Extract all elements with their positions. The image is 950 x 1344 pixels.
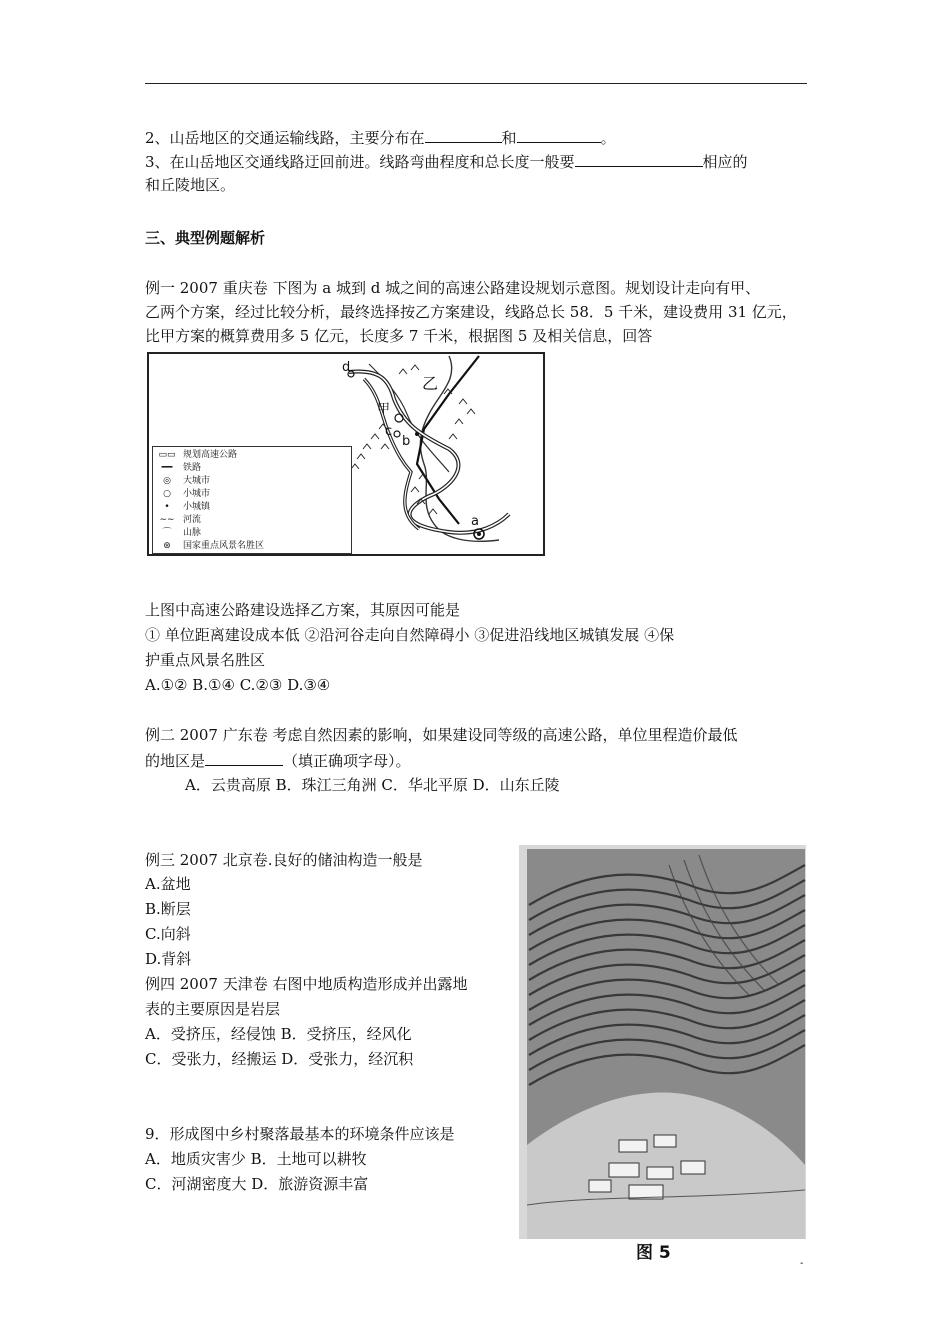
legend-symbol: ◎ xyxy=(163,476,171,486)
legend-item xyxy=(157,501,210,513)
example-3-option: A.盆地 xyxy=(145,875,191,893)
example-2-text: 的地区是 xyxy=(145,752,206,770)
example-3-option: B.断层 xyxy=(145,900,191,918)
legend-label: 大城市 xyxy=(183,476,211,486)
legend-label: 规划高速公路 xyxy=(183,450,238,460)
figure-caption: 图 5 xyxy=(636,1243,671,1263)
question-9-options: C．河湖密度大 D．旅游资源丰富 xyxy=(145,1175,369,1193)
example-1-line: 乙两个方案，经过比较分析，最终选择按乙方案建设，线路总长 58．5 千米，建设费用 31 亿元， xyxy=(145,303,797,321)
legend-item xyxy=(157,475,210,487)
page-mark: - xyxy=(800,1258,804,1269)
legend-item xyxy=(157,527,201,539)
example-2-line xyxy=(145,749,411,772)
photo-drawing xyxy=(519,845,806,1255)
answer-blank[interactable] xyxy=(205,749,283,766)
example-1-question: 上图中高速公路建设选择乙方案，其原因可能是 xyxy=(145,601,461,619)
map-label-d: d xyxy=(342,360,351,375)
question-9-title: 9．形成图中乡村聚落最基本的环境条件应该是 xyxy=(145,1125,455,1143)
example-2-text: （填正确项字母）。 xyxy=(283,752,411,770)
map-label-c: c xyxy=(385,424,393,439)
section-title: 三、典型例题解析 xyxy=(145,229,266,247)
legend-symbol: ∼∼ xyxy=(159,515,175,525)
map-legend xyxy=(152,446,352,554)
example-4-options: C．受张力，经搬运 D．受张力，经沉积 xyxy=(145,1050,414,1068)
legend-label: 铁路 xyxy=(183,463,202,473)
example-1-line: 例一 2007 重庆卷 下图为 a 城到 d 城之间的高速公路建设规划示意图。规划设计走向有甲、 xyxy=(145,279,761,297)
map-label-a: a xyxy=(471,514,479,529)
example-4-line: 表的主要原因是岩层 xyxy=(145,1000,281,1018)
legend-symbol: ⊛ xyxy=(163,541,171,551)
legend-symbol: ○ xyxy=(163,489,171,499)
example-3-option: D.背斜 xyxy=(145,950,192,968)
q2-text: 。 xyxy=(600,129,616,147)
legend-label: 国家重点风景名胜区 xyxy=(183,541,265,551)
legend-item xyxy=(157,540,264,552)
legend-symbol: ⌒ xyxy=(162,528,172,538)
example-3-option: C.向斜 xyxy=(145,925,191,943)
map-label-yi: 乙 xyxy=(422,374,439,393)
example-4-options: A．受挤压，经侵蚀 B．受挤压，经风化 xyxy=(145,1025,412,1043)
legend-item xyxy=(157,488,210,500)
example-1-options: ① 单位距离建设成本低 ②沿河谷走向自然障碍小 ③促进沿线地区城镇发展 ④保 xyxy=(145,626,675,644)
answer-blank[interactable] xyxy=(575,150,703,167)
example-2-line: 例二 2007 广东卷 考虑自然因素的影响，如果建设同等级的高速公路，单位里程造价最低 xyxy=(145,726,738,744)
highway-plan-map xyxy=(147,352,545,556)
legend-symbol: • xyxy=(164,502,170,512)
map-label-jia: 甲 xyxy=(377,402,391,417)
legend-item xyxy=(157,514,201,526)
question-3 xyxy=(145,150,748,173)
legend-label: 小城镇 xyxy=(183,502,211,512)
example-1-options: 护重点风景名胜区 xyxy=(145,651,266,669)
legend-label: 山脉 xyxy=(183,528,202,538)
answer-blank[interactable] xyxy=(425,126,502,143)
q3-text: 相应的 xyxy=(702,153,748,171)
example-3-title: 例三 2007 北京卷.良好的储油构造一般是 xyxy=(145,851,423,869)
question-3-cont: 和丘陵地区。 xyxy=(145,176,236,194)
example-4-line: 例四 2007 天津卷 右图中地质构造形成并出露地 xyxy=(145,975,468,993)
q2-text: 2、山岳地区的交通运输线路，主要分布在 xyxy=(145,129,425,147)
example-1-line: 比甲方案的概算费用多 5 亿元，长度多 7 千米，根据图 5 及相关信息，回答 xyxy=(145,327,653,345)
q2-text: 和 xyxy=(501,129,517,147)
map-label-b: b xyxy=(402,434,411,449)
answer-blank[interactable] xyxy=(517,126,601,143)
legend-item xyxy=(157,449,237,461)
legend-label: 河流 xyxy=(183,515,202,525)
legend-label: 小城市 xyxy=(183,489,211,499)
legend-symbol: ▭▭ xyxy=(158,450,176,460)
question-9-options: A．地质灾害少 B．土地可以耕牧 xyxy=(145,1150,367,1168)
question-2 xyxy=(145,126,616,149)
legend-item xyxy=(157,462,201,474)
folded-strata-photo xyxy=(519,845,806,1255)
q3-text: 3、在山岳地区交通线路迂回前进。线路弯曲程度和总长度一般要 xyxy=(145,153,575,171)
header-rule xyxy=(145,83,807,84)
example-1-answers: A.①② B.①④ C.②③ D.③④ xyxy=(145,676,331,694)
example-2-options: A．云贵高原 B．珠江三角洲 C．华北平原 D．山东丘陵 xyxy=(185,776,560,794)
legend-symbol: ━━ xyxy=(161,463,173,473)
